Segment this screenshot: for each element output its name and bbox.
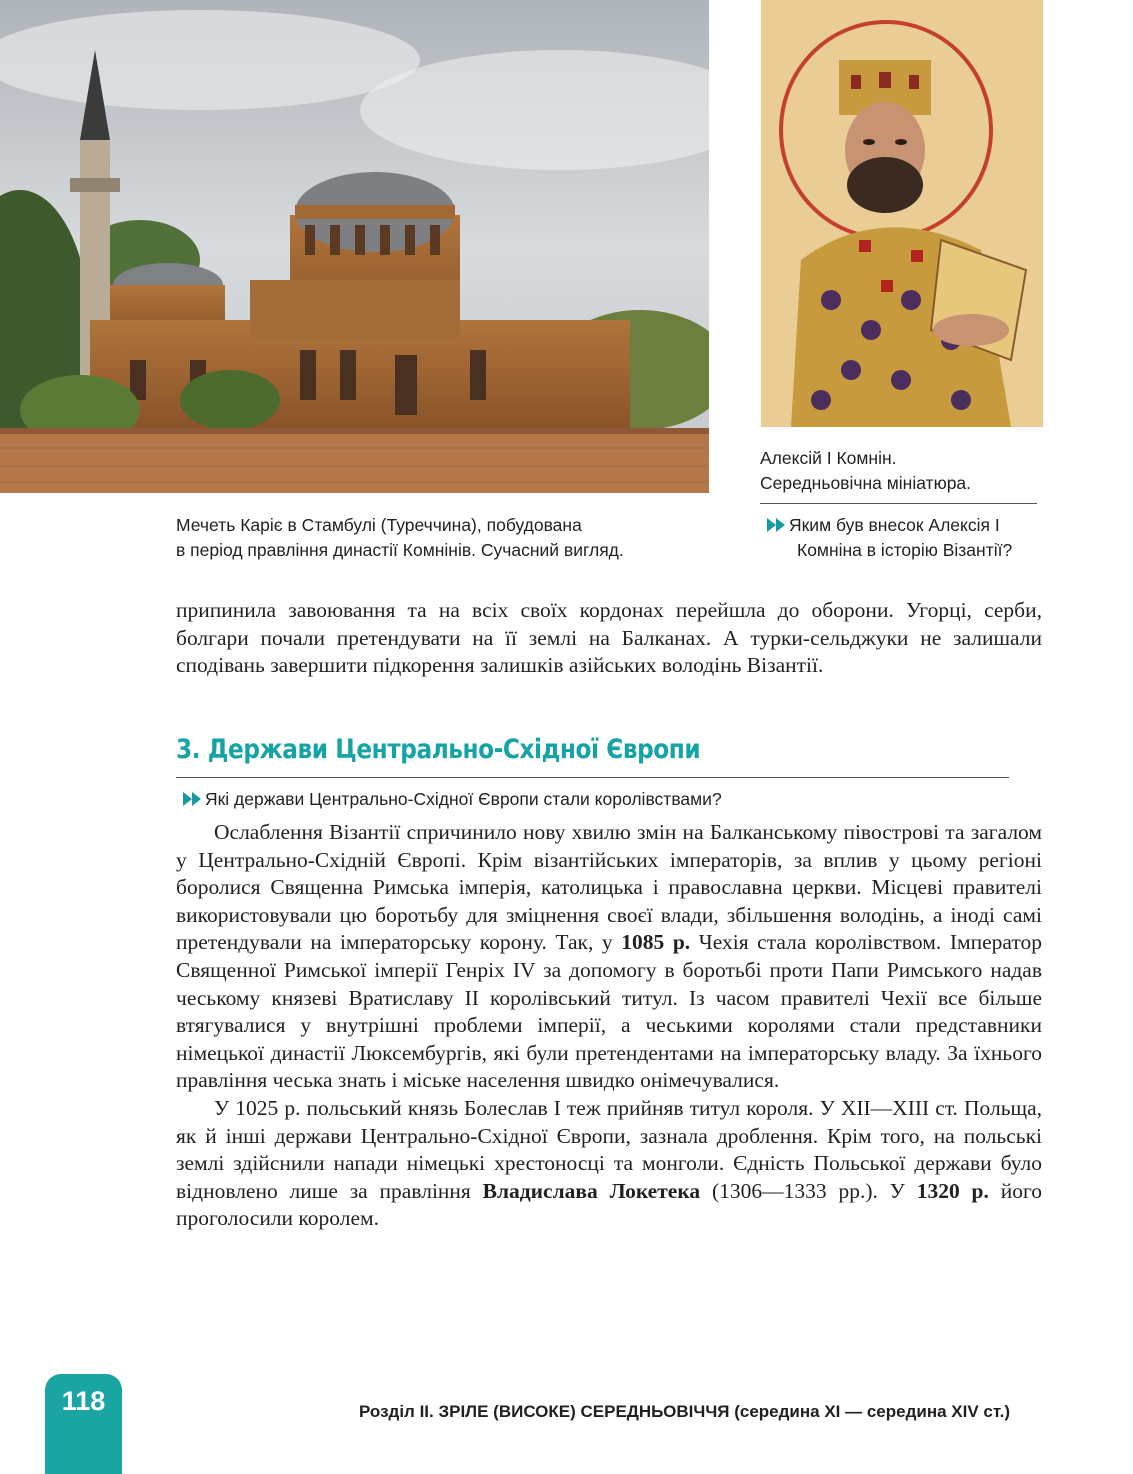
icon-caption-line: Середньовічна мініатюра. <box>760 473 972 493</box>
mosque-caption <box>176 513 624 563</box>
intro-paragraph-text: припинила завоювання та на всіх своїх кордонах перейшла до оборони. Угорці, серби, болгари почали претендувати на її землі на Балканах. А турки-сельджуки не залишали сподівань завершити підкорення залишків азійських володінь Візантії. <box>176 598 1042 678</box>
intro-paragraph <box>176 597 1042 680</box>
section-question-text: Які держави Центрально-Східної Європи стали королівствами? <box>205 789 722 809</box>
heading-rule <box>176 777 1009 778</box>
emphasis-name: Владислава Локетека <box>482 1178 701 1203</box>
page-number: 118 <box>61 1386 106 1416</box>
paragraph-text: У 1025 р. польський князь Болеслав I теж прийняв титул короля. У XII—XIII ст. Польща, як й інші держави Центрально-Східної Європи, зазнала дроблення. Крім того, на польські землі здійснили напади німецькі хрестоносці та монголи. Єдність Польської держави було відновлено лише за правління <box>176 1095 1042 1203</box>
chapter-footer: Розділ ІІ. ЗРІЛЕ (ВИСОКЕ) СЕРЕДНЬОВІЧЧЯ (середина XI — середина XIV ст.) <box>359 1402 1011 1421</box>
emphasis-date: 1320 р. <box>916 1178 989 1203</box>
icon-caption-divider <box>760 503 1037 504</box>
icon-question <box>767 513 1012 563</box>
paragraph-czech <box>176 819 1042 1095</box>
paragraph-text: (1306—1333 рр.). У <box>700 1178 917 1203</box>
photo-alexios-miniature <box>761 0 1043 427</box>
section-question <box>183 787 722 812</box>
mosque-caption-line: Мечеть Каріє в Стамбулі (Туреччина), побудована <box>176 515 582 535</box>
icon-question-line: Комніна в історію Візантії? <box>797 540 1013 560</box>
paragraph-text: його проголосили королем. <box>176 1178 1042 1231</box>
icon-caption-line: Алексій І Комнін. <box>760 448 897 468</box>
paragraph-text: Чехія стала королівством. Імператор Священної Римської імперії Генріх IV за допомогу в боротьбі проти Папи Римського надав чеському князеві Вратиславу II королівський титул. Із часом правителі Чехії все більше втягувалися у внутрішні проблеми імперії, а чеськими королями стали представники німецької династії Люксембургів, які були претендентами на імператорську владу. За їхнього правління чеська знать і міське населення швидко онімечувалися. <box>176 930 1042 1093</box>
mosque-illustration <box>0 0 709 493</box>
mosque-caption-line: в період правління династії Комнінів. Сучасний вигляд. <box>176 540 624 560</box>
section-heading: 3. Держави Центрально-Східної Європи <box>176 734 701 765</box>
paragraph-text: Ослаблення Візантії спричинило нову хвилю змін на Балканському півострові та загалом у Центрально-Східній Європі. Крім візантійських імператорів, за вплив у цьому регіоні боролися Священна Римська імперія, католицька і православна церкви. Місцеві правителі використовували цю боротьбу для зміцнення своєї влади, збільшення володінь, а іноді самі претендували на імператорську корону. Так, у <box>176 820 1042 955</box>
double-arrow-icon <box>767 518 789 532</box>
emphasis-date: 1085 р. <box>621 930 691 955</box>
icon-caption <box>760 446 971 496</box>
photo-kariye-mosque <box>0 0 709 493</box>
paragraph-poland <box>176 1095 1042 1233</box>
double-arrow-icon <box>183 792 205 806</box>
main-text <box>176 819 1042 1233</box>
icon-question-line: Яким був внесок Алексія І <box>789 515 1000 535</box>
alexios-illustration <box>761 0 1043 427</box>
